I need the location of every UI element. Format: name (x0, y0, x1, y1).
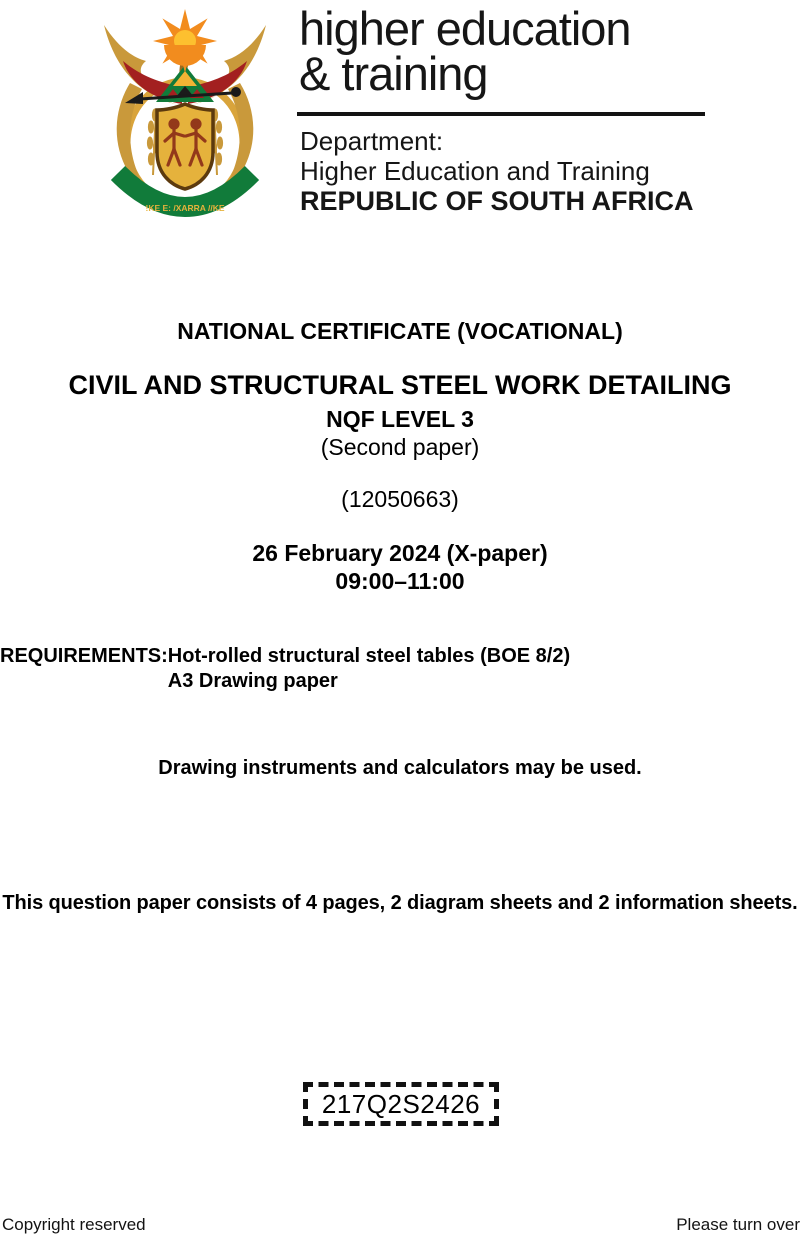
country-name: REPUBLIC OF SOUTH AFRICA (300, 186, 694, 216)
requirements-list (168, 644, 570, 694)
logo-line2: & training (299, 47, 488, 100)
coat-of-arms-logo (90, 5, 280, 225)
requirement-item: Hot-rolled structural steel tables (BOE 8/2) (167, 645, 571, 667)
logo-wordmark (299, 2, 631, 100)
department-name: Higher Education and Training (300, 156, 650, 186)
logo-divider (297, 112, 705, 116)
paper-type: (Second paper) (320, 434, 480, 460)
department-block (300, 126, 694, 216)
paper-code: (12050663) (341, 486, 459, 512)
footer-turn-over: Please turn over (676, 1215, 800, 1234)
requirement-item: A3 Drawing paper (167, 670, 338, 692)
requirements-section (0, 644, 800, 694)
logo-line1: higher education (299, 2, 631, 55)
requirements-label: REQUIREMENTS: (0, 645, 168, 667)
exam-date: 26 February 2024 (X-paper) (252, 540, 548, 566)
paper-reference-box (303, 1082, 499, 1126)
coat-of-arms-motto: !KE E: /XARRA //KE (145, 203, 225, 213)
subject-title: CIVIL AND STRUCTURAL STEEL WORK DETAILING (68, 370, 732, 400)
certificate-title: NATIONAL CERTIFICATE (VOCATIONAL) (177, 318, 623, 344)
composition-note: This question paper consists of 4 pages, 2 diagram sheets and 2 information sheets. (2, 892, 798, 914)
exam-time: 09:00–11:00 (335, 568, 465, 594)
nqf-level: NQF LEVEL 3 (326, 406, 474, 432)
instruments-note: Drawing instruments and calculators may be used. (158, 757, 642, 779)
footer-copyright: Copyright reserved (2, 1215, 146, 1234)
paper-reference: 217Q2S2426 (321, 1088, 481, 1119)
department-label: Department: (300, 126, 444, 156)
